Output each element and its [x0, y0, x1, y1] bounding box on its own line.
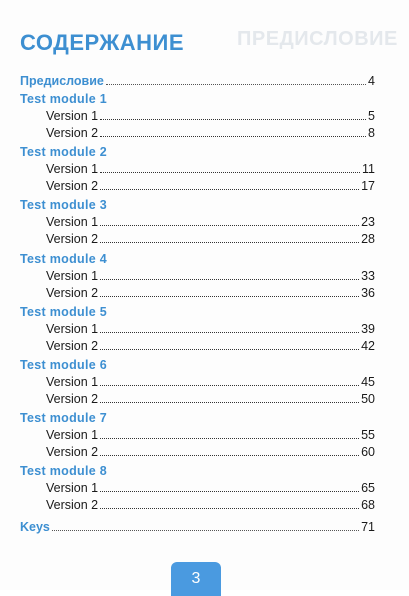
toc-entry-version[interactable]: [46, 107, 375, 123]
leader-dots: [100, 225, 359, 226]
module-heading[interactable]: Test module 5: [20, 304, 108, 319]
leader-dots: [100, 189, 359, 190]
toc-entry-preface[interactable]: [20, 72, 375, 88]
toc-entry-label: Version 2: [46, 232, 99, 247]
ghost-heading: ПРЕДИСЛОВИЕ: [237, 28, 398, 50]
leader-dots: [100, 349, 359, 350]
leader-dots: [52, 530, 359, 531]
leader-dots: [106, 84, 366, 85]
toc-page-number: 42: [361, 338, 375, 353]
toc-page-number: 28: [361, 232, 375, 247]
toc-entry-version[interactable]: [46, 177, 375, 193]
toc-entry-label: Version 1: [46, 375, 99, 389]
toc-entry-version[interactable]: [46, 160, 375, 176]
toc-page-number: 36: [361, 285, 375, 300]
toc-page-number: 5: [368, 109, 375, 123]
leader-dots: [100, 455, 359, 456]
toc-entry-version[interactable]: [46, 373, 375, 389]
page-number-tab: 3: [171, 562, 221, 596]
toc-page-number: 60: [361, 445, 375, 460]
toc-page-number: 39: [361, 321, 375, 336]
toc-page-number: 11: [362, 162, 375, 177]
toc-entry-version[interactable]: [46, 479, 375, 495]
toc-page-number: 68: [361, 498, 375, 513]
toc-entry-label: Version 2: [46, 179, 99, 194]
page-title: СОДЕРЖАНИЕ: [20, 30, 185, 55]
toc-page-number: 55: [361, 428, 375, 443]
leader-dots: [100, 172, 360, 173]
leader-dots: [100, 136, 366, 137]
leader-dots: [100, 296, 359, 297]
toc-entry-label: Version 1: [46, 162, 99, 177]
leader-dots: [100, 242, 359, 243]
toc-entry-version[interactable]: [46, 230, 375, 246]
module-heading[interactable]: Test module 6: [20, 358, 108, 372]
toc-entry-version[interactable]: [46, 496, 375, 512]
toc-entry-label: Version 1: [46, 268, 99, 283]
toc-entry-version[interactable]: [46, 213, 375, 229]
leader-dots: [100, 279, 359, 280]
toc-entry-label: Version 2: [46, 126, 99, 140]
toc-entry-label: Version 2: [46, 392, 99, 406]
toc-page-number: 23: [361, 215, 375, 230]
leader-dots: [100, 332, 359, 333]
leader-dots: [100, 438, 359, 439]
toc-page-number: 17: [361, 179, 375, 194]
toc-page-number: 4: [368, 74, 375, 88]
toc-page-number: 71: [361, 519, 375, 534]
leader-dots: [100, 508, 359, 509]
toc-entry-label: Version 2: [46, 445, 99, 460]
toc-entry-version[interactable]: [46, 390, 375, 406]
toc-entry-version[interactable]: [46, 426, 375, 442]
toc-entry-label: Version 1: [46, 321, 99, 336]
toc-entry-label: Version 2: [46, 285, 99, 300]
toc-page-number: 8: [368, 126, 375, 140]
module-heading[interactable]: Test module 3: [20, 198, 108, 213]
toc-entry-version[interactable]: [46, 284, 375, 300]
module-heading[interactable]: Test module 4: [20, 251, 108, 266]
module-heading[interactable]: Test module 7: [20, 411, 108, 426]
leader-dots: [100, 491, 359, 492]
toc-entry-label: Version 1: [46, 481, 99, 496]
toc-entry-version[interactable]: [46, 320, 375, 336]
toc-page-number: 45: [361, 375, 375, 389]
toc-page-number: 65: [361, 481, 375, 496]
leader-dots: [100, 385, 359, 386]
toc-entry-label: Version 1: [46, 428, 99, 443]
toc-entry-label: Version 2: [46, 338, 99, 353]
toc-entry-keys[interactable]: [20, 518, 375, 534]
module-heading[interactable]: Test module 8: [20, 464, 108, 479]
toc-entry-label: Предисловие: [20, 74, 104, 88]
toc-entry-version[interactable]: [46, 337, 375, 353]
toc-entry-label: Version 1: [46, 109, 99, 123]
toc-entry-version[interactable]: [46, 267, 375, 283]
leader-dots: [100, 402, 359, 403]
leader-dots: [100, 119, 366, 120]
toc-entry-version[interactable]: [46, 124, 375, 140]
module-heading[interactable]: Test module 1: [20, 92, 108, 106]
module-heading[interactable]: Test module 2: [20, 145, 108, 160]
toc-page-number: 50: [361, 392, 375, 406]
toc-entry-label: Version 2: [46, 498, 99, 513]
toc-page-number: 33: [361, 268, 375, 283]
toc-entry-label: Version 1: [46, 215, 99, 230]
toc-entry-label: Keys: [20, 519, 50, 534]
toc-entry-version[interactable]: [46, 443, 375, 459]
